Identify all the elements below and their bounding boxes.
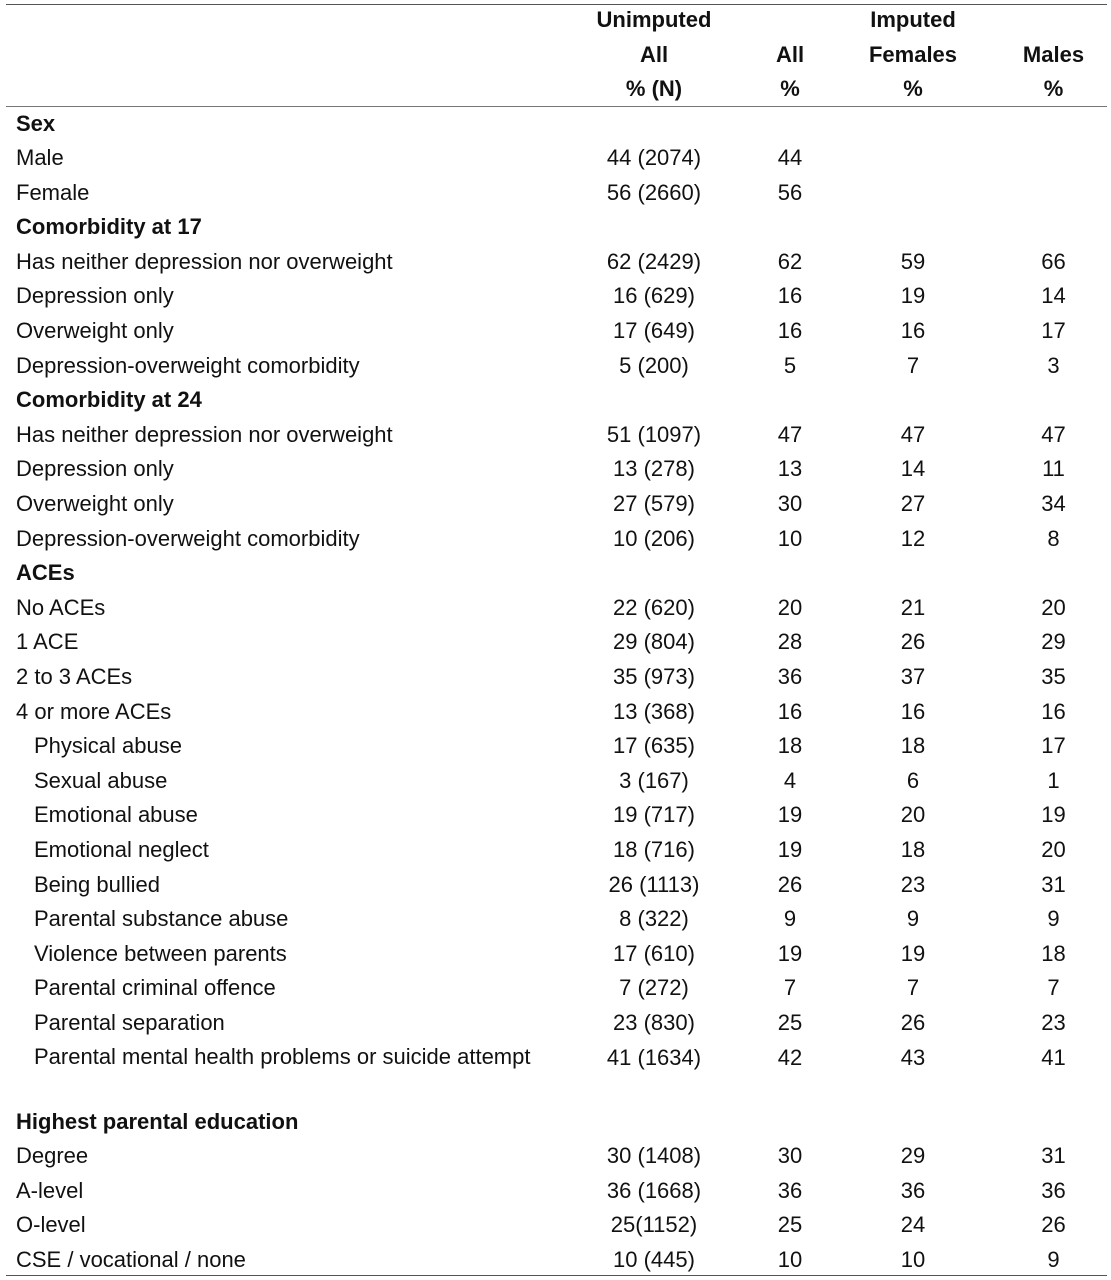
row-label: Depression-overweight comorbidity — [16, 525, 360, 551]
header-blank — [6, 0, 554, 38]
row-label: Parental mental health problems or suicide attempt — [34, 1043, 531, 1069]
cell-imputed-all: 4 — [783, 767, 797, 793]
cell-imputed-females: 16 — [900, 698, 926, 724]
cell-unimputed-all — [554, 383, 754, 418]
cell-unimputed-all: 35 (973) — [613, 664, 695, 689]
cell-imputed-females: 18 — [900, 836, 926, 862]
cell-imputed-females: 19 — [900, 283, 926, 309]
cell-imputed-females — [826, 556, 1000, 591]
cell-unimputed-all: 22 (620) — [613, 594, 695, 620]
header-imputed: Imputed — [870, 7, 956, 32]
table-row — [6, 902, 1107, 937]
cell-imputed-males: 20 — [1041, 836, 1066, 862]
section-header-row — [6, 383, 1107, 418]
cell-imputed-all: 36 — [777, 664, 803, 689]
cell-imputed-males — [1000, 176, 1107, 211]
table-row — [6, 349, 1107, 384]
cell-imputed-males: 16 — [1041, 698, 1066, 724]
cell-imputed-males: 41 — [1041, 1044, 1066, 1070]
cell-imputed-females: 18 — [900, 733, 926, 759]
row-label: Overweight only — [16, 318, 174, 344]
table-row — [6, 1041, 1107, 1105]
cell-imputed-females: 7 — [906, 352, 920, 378]
cell-unimputed-all: 30 (1408) — [606, 1143, 702, 1169]
cell-unimputed-all: 27 (579) — [613, 491, 695, 517]
row-label: CSE / vocational / none — [16, 1246, 246, 1272]
cell-imputed-females: 26 — [900, 629, 926, 655]
cell-unimputed-all: 41 (1634) — [606, 1044, 702, 1070]
cell-imputed-males: 8 — [1047, 525, 1060, 551]
row-label: 4 or more ACEs — [16, 698, 172, 724]
row-label: Degree — [16, 1143, 89, 1169]
cell-imputed-all: 36 — [777, 1177, 803, 1203]
cell-unimputed-all: 36 (1668) — [606, 1177, 702, 1203]
cell-imputed-males: 34 — [1041, 491, 1066, 517]
cell-imputed-males: 35 — [1041, 664, 1066, 689]
cell-imputed-males: 31 — [1041, 871, 1066, 897]
cell-imputed-males — [1000, 1105, 1107, 1140]
cell-imputed-males: 14 — [1041, 283, 1066, 309]
table-row — [6, 1139, 1107, 1174]
cell-imputed-males: 20 — [1041, 594, 1066, 620]
table-row — [6, 937, 1107, 972]
cell-imputed-all: 10 — [777, 525, 803, 551]
cell-imputed-females: 7 — [906, 975, 920, 1001]
cell-imputed-females: 23 — [900, 871, 926, 897]
cell-imputed-females: 10 — [900, 1246, 926, 1272]
cell-unimputed-all: 25(1152) — [610, 1212, 698, 1238]
table-row — [6, 1243, 1107, 1278]
cell-imputed-females: 36 — [900, 1177, 926, 1203]
cell-imputed-all: 18 — [777, 733, 803, 759]
cell-imputed-females: 19 — [900, 940, 926, 966]
cell-imputed-all: 20 — [777, 594, 803, 620]
table-row — [6, 764, 1107, 799]
cell-imputed-all — [754, 556, 826, 591]
table-row — [6, 868, 1107, 903]
cell-imputed-males: 26 — [1041, 1212, 1066, 1238]
cell-imputed-males — [1000, 556, 1107, 591]
cell-unimputed-all: 26 (1113) — [608, 871, 700, 897]
table-row — [6, 1006, 1107, 1041]
row-label: No ACEs — [16, 594, 106, 620]
cell-unimputed-all: 13 (368) — [613, 698, 695, 724]
cell-unimputed-all: 13 (278) — [613, 456, 695, 482]
cell-imputed-males: 18 — [1041, 940, 1066, 966]
table-row — [6, 833, 1107, 868]
cell-imputed-males: 36 — [1041, 1177, 1066, 1203]
cell-imputed-males: 17 — [1041, 733, 1066, 759]
cell-imputed-all: 25 — [777, 1212, 803, 1238]
section-title: Comorbidity at 17 — [16, 214, 202, 240]
cell-unimputed-all: 8 (322) — [619, 906, 689, 932]
row-label: Being bullied — [34, 871, 160, 897]
header-blank — [754, 0, 826, 38]
cell-imputed-females — [826, 210, 1000, 245]
row-label: Has neither depression nor overweight — [16, 248, 393, 274]
cell-imputed-all: 62 — [777, 248, 803, 274]
cell-unimputed-all: 16 (629) — [613, 283, 695, 309]
header-imputed-all: All — [775, 41, 805, 67]
cell-unimputed-all: 17 (635) — [613, 733, 695, 759]
table-body — [6, 107, 1107, 1278]
row-label: Female — [16, 179, 90, 205]
cell-imputed-females: 6 — [906, 767, 920, 793]
cell-unimputed-all — [554, 107, 754, 142]
cell-imputed-males: 23 — [1041, 1009, 1066, 1035]
header-unit-percent: % — [903, 76, 923, 101]
cell-imputed-all: 16 — [777, 698, 803, 724]
cell-imputed-females: 43 — [900, 1044, 926, 1070]
header-unimputed-all: All — [639, 41, 669, 67]
cell-imputed-males: 47 — [1041, 421, 1066, 447]
cell-imputed-females: 16 — [900, 318, 926, 344]
cell-imputed-females — [826, 107, 1000, 142]
cell-imputed-males — [1000, 383, 1107, 418]
header-blank — [1000, 0, 1107, 38]
header-unit-percent-n: % (N) — [625, 76, 683, 101]
section-header-row — [6, 556, 1107, 591]
section-title: Highest parental education — [16, 1108, 299, 1134]
table-row — [6, 695, 1107, 730]
cell-imputed-females — [826, 383, 1000, 418]
cell-imputed-females: 47 — [900, 421, 926, 447]
cell-imputed-all: 30 — [777, 1143, 803, 1169]
header-blank — [6, 38, 554, 73]
cell-imputed-all: 30 — [777, 491, 803, 517]
cell-imputed-females: 12 — [900, 525, 926, 551]
table-row — [6, 279, 1107, 314]
cell-imputed-males: 29 — [1041, 629, 1066, 655]
row-label: 1 ACE — [16, 629, 79, 655]
cell-imputed-females: 29 — [900, 1143, 926, 1169]
cell-imputed-males: 7 — [1047, 975, 1060, 1001]
table-row — [6, 1208, 1107, 1243]
cell-imputed-females — [826, 1105, 1000, 1140]
cell-unimputed-all: 56 (2660) — [606, 179, 702, 205]
row-label: Depression only — [16, 283, 174, 309]
cell-imputed-females: 14 — [900, 456, 926, 482]
table-row — [6, 418, 1107, 453]
cell-imputed-all: 56 — [777, 179, 803, 205]
cell-imputed-males: 3 — [1047, 352, 1060, 378]
table-row — [6, 522, 1107, 557]
table-row — [6, 452, 1107, 487]
cell-imputed-males: 66 — [1041, 248, 1066, 274]
table-row — [6, 591, 1107, 626]
table-row — [6, 625, 1107, 660]
cell-imputed-males: 11 — [1042, 456, 1065, 482]
cell-imputed-all — [754, 383, 826, 418]
cell-imputed-males: 19 — [1041, 802, 1066, 828]
table-header — [6, 0, 1107, 107]
cell-unimputed-all: 10 (206) — [613, 525, 695, 551]
section-title: Comorbidity at 24 — [16, 387, 202, 413]
cell-imputed-all: 47 — [777, 421, 803, 447]
row-label: Emotional neglect — [34, 836, 209, 862]
cell-imputed-females: 21 — [900, 594, 926, 620]
cell-imputed-females: 26 — [900, 1009, 926, 1035]
cell-imputed-females: 27 — [900, 491, 926, 517]
cell-imputed-all: 26 — [777, 871, 803, 897]
cell-imputed-all: 28 — [777, 629, 803, 655]
cell-imputed-females: 24 — [900, 1212, 926, 1238]
cell-imputed-males: 17 — [1041, 318, 1066, 344]
cell-unimputed-all: 17 (610) — [613, 940, 695, 966]
row-label: Physical abuse — [34, 733, 182, 759]
section-title: ACEs — [16, 560, 75, 586]
section-header-row — [6, 107, 1107, 142]
cell-unimputed-all: 51 (1097) — [606, 421, 702, 447]
table-row — [6, 1174, 1107, 1209]
row-label: Emotional abuse — [34, 802, 198, 828]
cell-unimputed-all: 18 (716) — [613, 836, 695, 862]
row-label: O-level — [16, 1212, 86, 1238]
cell-imputed-all — [754, 107, 826, 142]
cell-unimputed-all: 29 (804) — [613, 629, 695, 655]
cell-imputed-all: 16 — [777, 318, 803, 344]
cell-unimputed-all — [554, 210, 754, 245]
cell-unimputed-all — [554, 1105, 754, 1140]
cell-imputed-all — [754, 1105, 826, 1140]
header-imputed-females: Females — [868, 41, 958, 67]
cell-imputed-all: 9 — [783, 906, 797, 932]
row-label: Parental substance abuse — [34, 906, 289, 932]
cell-imputed-all: 44 — [777, 145, 803, 171]
cell-unimputed-all: 17 (649) — [613, 318, 695, 344]
cell-imputed-all — [754, 210, 826, 245]
cell-imputed-all: 7 — [783, 975, 797, 1001]
cell-imputed-all: 16 — [777, 283, 803, 309]
cell-unimputed-all: 10 (445) — [613, 1246, 695, 1272]
cell-unimputed-all: 19 (717) — [613, 802, 695, 828]
row-label: Depression only — [16, 456, 174, 482]
cell-imputed-all: 19 — [777, 836, 803, 862]
table-row — [6, 729, 1107, 764]
table-row — [6, 176, 1107, 211]
descriptive-statistics-table — [6, 0, 1107, 1278]
table-row — [6, 971, 1107, 1006]
table-row — [6, 660, 1107, 695]
cell-unimputed-all: 23 (830) — [613, 1009, 695, 1035]
cell-imputed-males — [1000, 107, 1107, 142]
cell-imputed-males: 9 — [1047, 1246, 1060, 1272]
cell-imputed-males: 9 — [1047, 906, 1060, 932]
cell-imputed-females: 59 — [900, 248, 926, 274]
cell-imputed-males — [1000, 210, 1107, 245]
section-header-row — [6, 210, 1107, 245]
cell-unimputed-all: 62 (2429) — [606, 248, 702, 274]
cell-imputed-all: 13 — [777, 456, 803, 482]
header-imputed-males: Males — [1022, 41, 1085, 67]
cell-unimputed-all: 44 (2074) — [606, 145, 702, 171]
cell-unimputed-all: 7 (272) — [619, 975, 689, 1001]
table-row — [6, 798, 1107, 833]
cell-imputed-females — [826, 176, 1000, 211]
cell-imputed-males: 1 — [1047, 767, 1060, 793]
cell-imputed-all: 42 — [777, 1044, 803, 1070]
section-title: Sex — [16, 110, 56, 136]
row-label: Male — [16, 145, 64, 171]
cell-unimputed-all: 3 (167) — [619, 767, 689, 793]
cell-imputed-all: 25 — [777, 1009, 803, 1035]
row-label: Parental separation — [34, 1009, 225, 1035]
table-row — [6, 245, 1107, 280]
cell-unimputed-all — [554, 556, 754, 591]
row-label: Violence between parents — [34, 940, 287, 966]
cell-imputed-females: 20 — [900, 802, 926, 828]
cell-unimputed-all: 5 (200) — [619, 352, 689, 378]
table-row — [6, 487, 1107, 522]
row-label: Depression-overweight comorbidity — [16, 352, 360, 378]
table-row — [6, 141, 1107, 176]
row-label: Sexual abuse — [34, 767, 168, 793]
cell-imputed-all: 10 — [777, 1246, 803, 1272]
table-row — [6, 314, 1107, 349]
row-label: Has neither depression nor overweight — [16, 421, 393, 447]
cell-imputed-all: 5 — [783, 352, 797, 378]
cell-imputed-all: 19 — [777, 802, 803, 828]
cell-imputed-females — [826, 141, 1000, 176]
header-unit-percent: % — [1043, 76, 1064, 101]
cell-imputed-males — [1000, 141, 1107, 176]
cell-imputed-all: 19 — [777, 940, 803, 966]
row-label: Parental criminal offence — [34, 975, 276, 1001]
header-blank — [6, 72, 554, 107]
header-unimputed: Unimputed — [596, 7, 712, 32]
section-header-row — [6, 1105, 1107, 1140]
row-label: 2 to 3 ACEs — [16, 664, 133, 689]
cell-imputed-females: 37 — [900, 664, 926, 689]
row-label: A-level — [16, 1177, 84, 1203]
cell-imputed-males: 31 — [1041, 1143, 1066, 1169]
row-label: Overweight only — [16, 491, 174, 517]
cell-imputed-females: 9 — [906, 906, 920, 932]
header-unit-percent: % — [780, 76, 800, 101]
